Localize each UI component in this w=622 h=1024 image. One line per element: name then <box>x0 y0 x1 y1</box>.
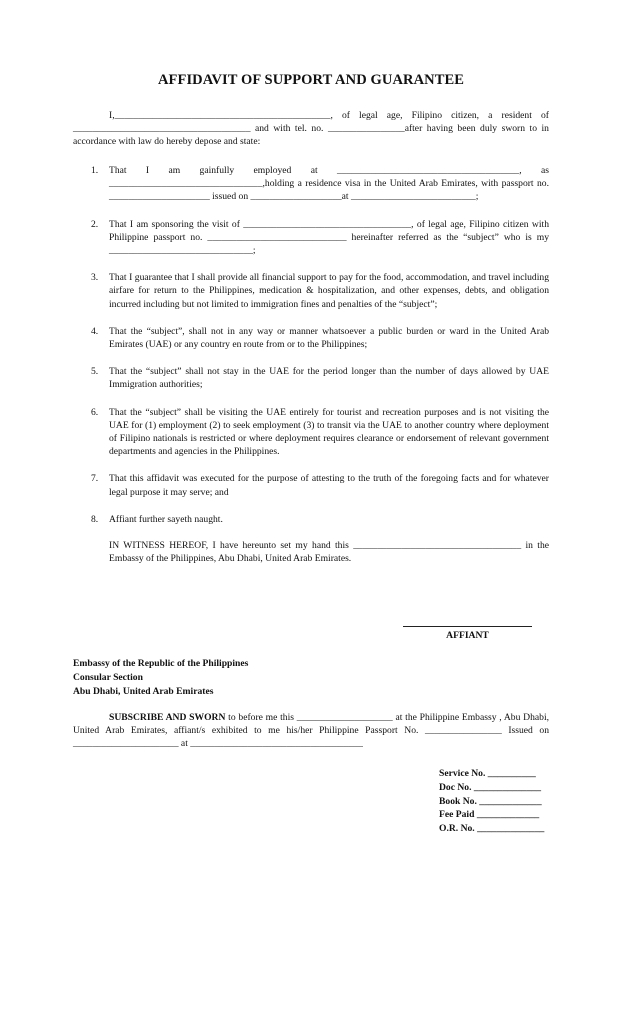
position-blank[interactable]: ________________________________ <box>109 178 263 190</box>
residence-blank[interactable]: _____________________________________ <box>73 123 251 135</box>
clause-2: 2. That I am sponsoring the visit of ___________________________________, of legal age, Filipino citizen with Philippine passport no. _____________________________ hereinafter referred as the “subject” who is my ______________________________; <box>91 218 550 257</box>
fee-paid-blank[interactable]: _____________ <box>476 809 540 821</box>
document-title: AFFIDAVIT OF SUPPORT AND GUARANTEE <box>157 72 465 88</box>
issue-place-blank[interactable]: __________________________ <box>350 191 476 203</box>
tel-no-blank[interactable]: ________________ <box>327 123 405 135</box>
subscribe-paragraph: SUBSCRIBE AND SWORN to before me this ____________________ at the Philippine Embassy , Abu Dhabi, United Arab Emirates, affiant/s exhibited to me his/her Philippine Passport No. ________________ Issued on ______________________ at ____________________________________ <box>73 712 550 750</box>
book-no-row: Book No. _____________ <box>439 795 542 807</box>
clause-6: 6. That the “subject” shall be visiting the UAE entirely for tourist and recreation purposes and is not visiting the UAE for (1) employment (2) to seek employment (3) to transit via the UAE to another country where deployment of Filipino nationals is restricted or where deployment requires clearance or endorsement of relevant government departments and agencies in the Philippines. <box>91 406 549 458</box>
affiant-name-blank[interactable]: _____________________________________________ <box>114 110 331 121</box>
affiant-label: AFFIANT <box>446 630 489 641</box>
doc-no-row: Doc No. ______________ <box>439 781 542 793</box>
visitor-name-blank[interactable]: ___________________________________ <box>243 218 412 230</box>
service-no-row: Service No. __________ <box>439 768 536 779</box>
affiant-signature-line[interactable] <box>403 626 532 627</box>
relationship-blank[interactable]: ______________________________ <box>109 245 253 257</box>
book-no-blank[interactable]: _____________ <box>479 795 542 807</box>
or-no-blank[interactable]: ______________ <box>477 823 545 835</box>
sworn-date-blank[interactable]: ____________________ <box>296 712 393 723</box>
visitor-passport-blank[interactable]: _____________________________ <box>207 231 347 243</box>
issue-date-blank[interactable]: ___________________ <box>250 191 342 203</box>
consular-section: Consular Section <box>73 672 143 683</box>
fee-paid-row: Fee Paid _____________ <box>439 809 540 821</box>
clause-5: 5. That the “subject” shall not stay in the UAE for the period longer than the number of days allowed by UAE Immigration authorities; <box>91 366 549 391</box>
passport-no-blank[interactable]: _____________________ <box>109 191 210 203</box>
clause-4: 4. That the “subject”, shall not in any way or manner whatsoever a public burden or ward in the United Arab Emirates (UAE) or any country en route from or to the Philippines; <box>91 325 549 351</box>
embassy-name: Embassy of the Republic of the Philippines <box>73 658 249 669</box>
sworn-issued-at-blank[interactable]: ____________________________________ <box>190 738 363 750</box>
witness-date-blank[interactable]: ___________________________________ <box>353 540 522 552</box>
employer-blank[interactable]: ______________________________________ <box>336 165 520 176</box>
embassy-location: Abu Dhabi, United Arab Emirates <box>73 686 214 697</box>
intro-paragraph: I,_____________________________________________, of legal age, Filipino citizen, a resident of _____________________________________ and with tel. no. ________________after having been duly sworn to in accordance with law do hereby depose and state: <box>73 110 549 148</box>
fees-block <box>439 767 544 836</box>
clause-7: 7. That this affidavit was executed for the purpose of attesting to the truth of the foregoing facts and for whatever legal purpose it may serve; and <box>91 473 549 498</box>
clause-8: 8. Affiant further sayeth naught. <box>91 513 223 525</box>
clause-3: 3. That I guarantee that I shall provide all financial support to pay for the food, accommodation, and travel including airfare for return to the Philippines, medication & hospitalization, and other expenses, debts, and obligation incurred including but not limited to immigration fines and penalties of the “subject”; <box>91 272 549 310</box>
sworn-passport-blank[interactable]: ________________ <box>424 725 502 737</box>
numbered-clauses <box>73 164 549 565</box>
sworn-issued-on-blank[interactable]: ______________________ <box>73 738 179 750</box>
embassy-block <box>73 657 248 699</box>
clause-1: 1. That I am gainfully employed at ______________________________________, as ________________________________,holding a residence visa in the United Arab Emirates, with passport no. _____________________ issued on ___________________at __________________________; <box>91 165 550 203</box>
witness-paragraph: IN WITNESS HEREOF, I have hereunto set my hand this ___________________________________ in the Embassy of the Philippines, Abu Dhabi, United Arab Emirates. <box>109 540 550 565</box>
or-no-row: O.R. No. ______________ <box>439 823 545 835</box>
doc-no-blank[interactable]: ______________ <box>473 781 542 793</box>
service-no-blank[interactable]: __________ <box>487 768 536 779</box>
